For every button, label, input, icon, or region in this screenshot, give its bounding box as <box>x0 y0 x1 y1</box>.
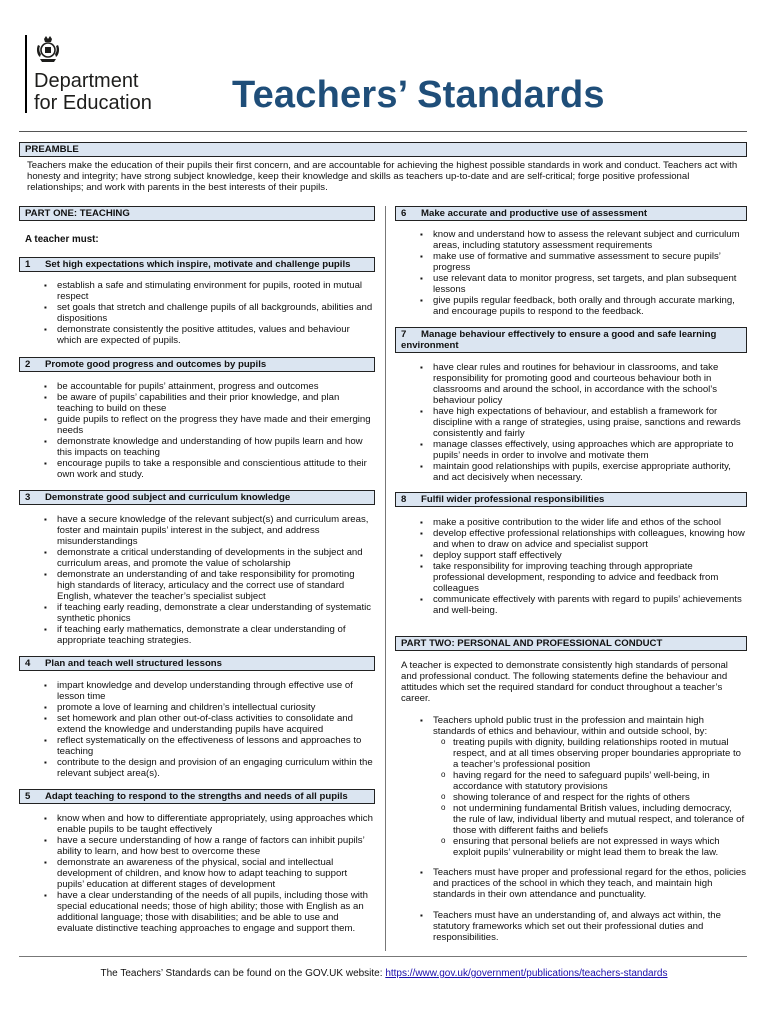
list-item: ▪ impart knowledge and develop understanding through effective use of lesson time <box>57 680 375 702</box>
standard-7-heading <box>395 327 747 353</box>
standard-2-number: 2 <box>25 359 31 370</box>
standard-7-list <box>395 362 747 483</box>
department-logo-text <box>34 70 152 114</box>
standard-3-list <box>19 514 375 646</box>
part-two-list <box>395 715 747 858</box>
standard-5-list <box>19 813 375 934</box>
list-item: ▪ know when and how to differentiate appropriately, using approaches which enable pupils to be taught effectively <box>57 813 375 835</box>
standard-7-number: 7 <box>401 329 407 340</box>
part-one-intro: A teacher must: <box>25 234 99 245</box>
preamble-text: Teachers make the education of their pupils their first concern, and are accountable for achieving the highest possible standards in work and conduct. Teachers act with honesty and integrity; have strong subject knowledge, keep their knowledge and skills as teachers up-to-date and are self-critical; forge positive professional relationships; and work with parents in the best interests of their pupils. <box>27 160 738 194</box>
standard-4-number: 4 <box>25 658 31 669</box>
standard-4-list <box>19 680 375 779</box>
standard-8-list <box>395 517 747 616</box>
part-two-heading: PART TWO: PERSONAL AND PROFESSIONAL CONDUCT <box>395 636 747 651</box>
list-item: ▪ deploy support staff effectively <box>433 550 747 561</box>
part-two-intro: A teacher is expected to demonstrate consistently high standards of personal and professional conduct. The following statements define the behaviour and attitudes which set the required standard for conduct throughout a teacher’s career. <box>401 660 728 704</box>
list-item: ▪ develop effective professional relationships with colleagues, knowing how and when to draw on advice and specialist support <box>433 528 747 550</box>
list-item: ▪ maintain good relationships with pupils, exercise appropriate authority, and act decisively when necessary. <box>433 461 747 483</box>
royal-crest-icon <box>35 35 61 63</box>
list-item: ▪ Teachers must have an understanding of, and always act within, the statutory frameworks which set out their professional duties and responsibilities. <box>433 910 747 943</box>
list-item: ▪ make use of formative and summative assessment to secure pupils’ progress <box>433 251 747 273</box>
standard-3-heading <box>19 490 375 505</box>
list-item: ▪ use relevant data to monitor progress, set targets, and plan subsequent lessons <box>433 273 747 295</box>
list-item: ▪ manage classes effectively, using approaches which are appropriate to pupils’ needs in order to involve and motivate them <box>433 439 747 461</box>
list-item: ▪ if teaching early mathematics, demonstrate a clear understanding of appropriate teaching strategies. <box>57 624 375 646</box>
list-item: ▪ demonstrate an awareness of the physical, social and intellectual development of children, and know how to adapt teaching to support pupils’ education at different stages of development <box>57 857 375 890</box>
list-item: ▪ give pupils regular feedback, both orally and through accurate marking, and encourage pupils to respond to the feedback. <box>433 295 747 317</box>
standard-8-number: 8 <box>401 494 407 505</box>
list-item: ▪ have clear rules and routines for behaviour in classrooms, and take responsibility for promoting good and courteous behaviour both in classrooms and around the school, in accordance with the school’s behaviour policy <box>433 362 747 406</box>
list-item: ▪ have a secure knowledge of the relevant subject(s) and curriculum areas, foster and maintain pupils’ interest in the subject, and address misunderstandings <box>57 514 375 547</box>
list-item: ▪ demonstrate knowledge and understanding of how pupils learn and how this impacts on teaching <box>57 436 375 458</box>
list-item <box>433 715 747 858</box>
list-item: ▪ encourage pupils to take a responsible and conscientious attitude to their own work and study. <box>57 458 375 480</box>
list-item: ▪ demonstrate a critical understanding of developments in the subject and curriculum areas, and promote the value of scholarship <box>57 547 375 569</box>
part-one-heading: PART ONE: TEACHING <box>19 206 375 221</box>
list-item: ▪ have high expectations of behaviour, and establish a framework for discipline with a range of strategies, using praise, sanctions and rewards consistently and fairly <box>433 406 747 439</box>
standard-6-list <box>395 229 747 317</box>
standard-7-title: Manage behaviour effectively to ensure a good and safe learning environment <box>401 329 717 351</box>
list-item: ▪ set goals that stretch and challenge pupils of all backgrounds, abilities and dispositions <box>57 302 375 324</box>
list-item: ▪ contribute to the design and provision of an engaging curriculum within the relevant subject area(s). <box>57 757 375 779</box>
list-item: ▪ take responsibility for improving teaching through appropriate professional development, responding to advice and feedback from colleagues <box>433 561 747 594</box>
logo-divider <box>25 35 27 113</box>
standard-5-number: 5 <box>25 791 31 802</box>
page-title: Teachers’ Standards <box>232 74 605 116</box>
standard-1-list <box>19 280 375 346</box>
list-item: ▪ be aware of pupils’ capabilities and their prior knowledge, and plan teaching to build on these <box>57 392 375 414</box>
standard-3-number: 3 <box>25 492 31 503</box>
list-item: ▪ reflect systematically on the effectiveness of lessons and approaches to teaching <box>57 735 375 757</box>
part-two-list-3 <box>395 910 747 943</box>
department-name-line1: Department <box>34 70 139 92</box>
sub-list-item: o ensuring that personal beliefs are not expressed in ways which exploit pupils’ vulnerability or might lead them to break the law. <box>453 836 747 858</box>
standard-5-heading <box>19 789 375 804</box>
column-divider <box>385 206 386 951</box>
list-item: ▪ demonstrate consistently the positive attitudes, values and behaviour which are expected of pupils. <box>57 324 375 346</box>
sub-list-item: o not undermining fundamental British values, including democracy, the rule of law, individual liberty and mutual respect, and tolerance of those with different faiths and beliefs <box>453 803 747 836</box>
sub-list-item: o showing tolerance of and respect for the rights of others <box>453 792 747 803</box>
page-footer <box>0 968 768 979</box>
list-item: ▪ establish a safe and stimulating environment for pupils, rooted in mutual respect <box>57 280 375 302</box>
preamble-heading: PREAMBLE <box>19 142 747 157</box>
header-divider <box>19 131 747 132</box>
standard-2-heading <box>19 357 375 372</box>
list-item: ▪ demonstrate an understanding of and take responsibility for promoting high standards of literacy, articulacy and the correct use of standard English, whatever the teacher’s specialist subject <box>57 569 375 602</box>
list-item: ▪ promote a love of learning and children’s intellectual curiosity <box>57 702 375 713</box>
standard-8-title: Fulfil wider professional responsibilities <box>421 494 605 505</box>
left-column <box>19 206 375 951</box>
list-item: ▪ know and understand how to assess the relevant subject and curriculum areas, including statutory assessment requirements <box>433 229 747 251</box>
list-item: ▪ have a secure understanding of how a range of factors can inhibit pupils’ ability to learn, and how best to overcome these <box>57 835 375 857</box>
page-header <box>0 0 768 132</box>
standard-8-heading <box>395 492 747 507</box>
conduct-sub-list <box>433 737 747 858</box>
standard-5-title: Adapt teaching to respond to the strengths and needs of all pupils <box>45 791 348 802</box>
standard-4-heading <box>19 656 375 671</box>
list-item: ▪ if teaching early reading, demonstrate a clear understanding of systematic synthetic phonics <box>57 602 375 624</box>
list-item: ▪ have a clear understanding of the needs of all pupils, including those with special educational needs; those of high ability; those with English as an additional language; those with disabilities; and be able to use and evaluate distinctive teaching approaches to engage and support them. <box>57 890 375 934</box>
footer-text: The Teachers’ Standards can be found on the GOV.UK website: <box>100 968 386 979</box>
sub-list-item: o treating pupils with dignity, building relationships rooted in mutual respect, and at all times observing proper boundaries appropriate to a teacher’s professional position <box>453 737 747 770</box>
list-item: ▪ be accountable for pupils’ attainment, progress and outcomes <box>57 381 375 392</box>
list-item: ▪ guide pupils to reflect on the progress they have made and their emerging needs <box>57 414 375 436</box>
sub-list-item: o having regard for the need to safeguard pupils’ well-being, in accordance with statutory provisions <box>453 770 747 792</box>
part-two-list-2 <box>395 867 747 900</box>
standard-6-heading <box>395 206 747 221</box>
standard-1-title: Set high expectations which inspire, motivate and challenge pupils <box>45 259 351 270</box>
standard-2-list <box>19 381 375 480</box>
standard-3-title: Demonstrate good subject and curriculum knowledge <box>45 492 291 503</box>
list-item: ▪ Teachers must have proper and professional regard for the ethos, policies and practices of the school in which they teach, and maintain high standards in their own attendance and punctuality. <box>433 867 747 900</box>
conduct-statement-1: Teachers uphold public trust in the profession and maintain high standards of ethics and behaviour, within and outside school, by: <box>433 715 708 737</box>
standard-1-heading <box>19 257 375 272</box>
standard-4-title: Plan and teach well structured lessons <box>45 658 223 669</box>
right-column <box>395 206 747 951</box>
footer-divider <box>19 956 747 957</box>
standard-2-title: Promote good progress and outcomes by pupils <box>45 359 267 370</box>
teachers-standards-link[interactable]: https://www.gov.uk/government/publications/teachers-standards <box>385 968 668 979</box>
standard-6-number: 6 <box>401 208 407 219</box>
list-item: ▪ make a positive contribution to the wider life and ethos of the school <box>433 517 747 528</box>
standard-1-number: 1 <box>25 259 31 270</box>
list-item: ▪ communicate effectively with parents with regard to pupils’ achievements and well-being. <box>433 594 747 616</box>
department-name-line2: for Education <box>34 92 152 114</box>
standard-6-title: Make accurate and productive use of assessment <box>421 208 648 219</box>
list-item: ▪ set homework and plan other out-of-class activities to consolidate and extend the knowledge and understanding pupils have acquired <box>57 713 375 735</box>
